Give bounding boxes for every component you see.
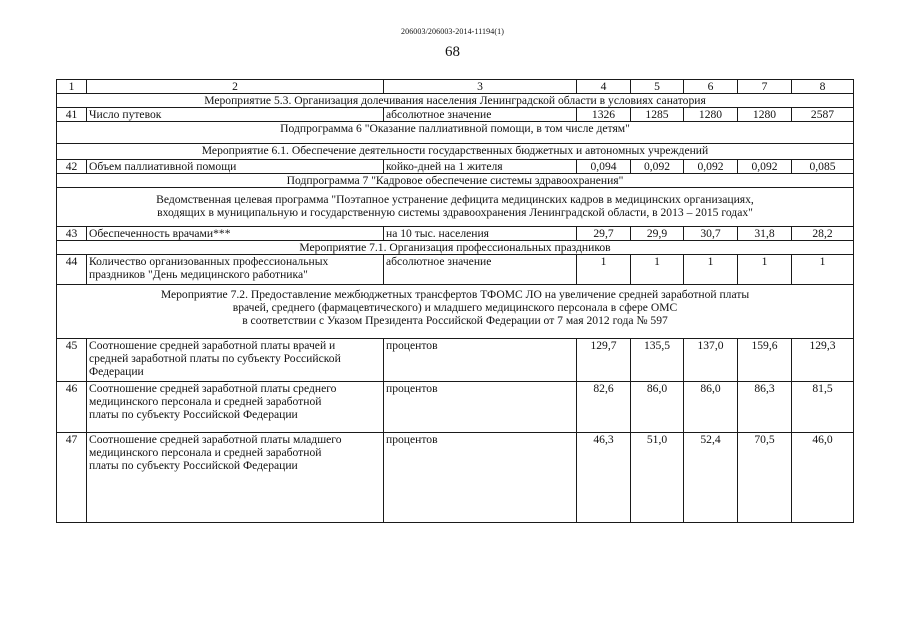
value-cell: 29,9 [631, 227, 684, 241]
col-number-cell: 3 [384, 80, 577, 94]
table-row [57, 382, 854, 433]
indicator-name: Объем паллиативной помощи [87, 160, 384, 174]
value-cell: 86,0 [684, 382, 738, 433]
section-row [57, 94, 854, 108]
value-cell: 86,0 [631, 382, 684, 433]
value-cell: 46,3 [577, 433, 631, 523]
section-heading: Мероприятие 6.1. Обеспечение деятельности государственных бюджетных и автономных учреждений [57, 144, 854, 160]
col-number-cell: 2 [87, 80, 384, 94]
indicator-name-line: Федерации [89, 365, 144, 378]
unit-cell: процентов [384, 339, 577, 382]
value-cell: 129,3 [792, 339, 854, 382]
section-heading-line: врачей, среднего (фармацевтического) и младшего медицинского персонала в сфере ОМС [232, 301, 678, 314]
indicator-name-line: Соотношение средней заработной платы среднего [89, 382, 337, 395]
unit-cell: на 10 тыс. населения [384, 227, 577, 241]
value-cell: 1326 [577, 108, 631, 122]
table-row [57, 227, 854, 241]
section-heading-line: Ведомственная целевая программа "Поэтапное устранение дефицита медицинских кадров в медицинских организациях, [156, 193, 754, 206]
value-cell: 1 [792, 255, 854, 285]
value-cell: 1280 [738, 108, 792, 122]
document-id: 206003/206003-2014-11194(1) [401, 27, 504, 36]
indicator-name-line: Количество организованных профессиональных [89, 255, 329, 268]
value-cell: 31,8 [738, 227, 792, 241]
row-number: 46 [57, 382, 87, 433]
unit-cell: абсолютное значение [384, 255, 577, 285]
indicator-name-line: платы по субъекту Российской Федерации [89, 459, 298, 472]
indicator-name: Обеспеченность врачами*** [87, 227, 384, 241]
section-row [57, 188, 854, 227]
col-number-cell: 5 [631, 80, 684, 94]
value-cell: 0,094 [577, 160, 631, 174]
section-heading-line: входящих в муниципальную и государственную системы здравоохранения Ленинградской области, в 2013 – 2015 годах" [157, 206, 753, 219]
table-row [57, 255, 854, 285]
value-cell: 1 [738, 255, 792, 285]
row-number: 47 [57, 433, 87, 523]
value-cell: 0,092 [631, 160, 684, 174]
section-heading-line: в соответствии с Указом Президента Российской Федерации от 7 мая 2012 года № 597 [242, 314, 668, 327]
value-cell: 82,6 [577, 382, 631, 433]
value-cell: 28,2 [792, 227, 854, 241]
value-cell: 46,0 [792, 433, 854, 523]
section-heading: Подпрограмма 7 "Кадровое обеспечение системы здравоохранения" [57, 174, 854, 188]
value-cell: 51,0 [631, 433, 684, 523]
value-cell: 1 [631, 255, 684, 285]
section-heading [57, 285, 854, 339]
indicator-name-line: праздников "День медицинского работника" [89, 268, 308, 281]
indicator-name-line: медицинского персонала и средней заработной [89, 446, 322, 459]
section-row [57, 285, 854, 339]
value-cell: 135,5 [631, 339, 684, 382]
section-heading-line: Мероприятие 7.2. Предоставление межбюджетных трансфертов ТФОМС ЛО на увеличение средней заработной платы [160, 288, 750, 301]
section-row [57, 122, 854, 144]
col-number-cell: 1 [57, 80, 87, 94]
indicators-table [56, 79, 854, 523]
indicator-name-line: Соотношение средней заработной платы младшего [89, 433, 342, 446]
indicator-name-line: платы по субъекту Российской Федерации [89, 408, 298, 421]
col-number-cell: 7 [738, 80, 792, 94]
row-number: 42 [57, 160, 87, 174]
row-number: 43 [57, 227, 87, 241]
section-row [57, 174, 854, 188]
col-number-cell: 4 [577, 80, 631, 94]
value-cell: 0,092 [684, 160, 738, 174]
value-cell: 1280 [684, 108, 738, 122]
section-row [57, 241, 854, 255]
value-cell: 86,3 [738, 382, 792, 433]
value-cell: 2587 [792, 108, 854, 122]
page-number: 68 [445, 44, 460, 60]
indicator-name: Число путевок [87, 108, 384, 122]
unit-cell: процентов [384, 433, 577, 523]
table-row [57, 108, 854, 122]
value-cell: 29,7 [577, 227, 631, 241]
value-cell: 159,6 [738, 339, 792, 382]
section-heading: Мероприятие 7.1. Организация профессиональных праздников [57, 241, 854, 255]
table-row [57, 339, 854, 382]
section-row [57, 144, 854, 160]
indicator-name [87, 339, 384, 382]
unit-cell: абсолютное значение [384, 108, 577, 122]
indicator-name-line: медицинского персонала и средней заработной [89, 395, 322, 408]
section-heading: Мероприятие 5.3. Организация долечивания населения Ленинградской области в условиях санатория [57, 94, 854, 108]
unit-cell: койко-дней на 1 жителя [384, 160, 577, 174]
col-number-cell: 6 [684, 80, 738, 94]
value-cell: 30,7 [684, 227, 738, 241]
value-cell: 0,085 [792, 160, 854, 174]
value-cell: 52,4 [684, 433, 738, 523]
column-number-row [57, 80, 854, 94]
row-number: 44 [57, 255, 87, 285]
value-cell: 129,7 [577, 339, 631, 382]
value-cell: 81,5 [792, 382, 854, 433]
value-cell: 1 [684, 255, 738, 285]
col-number-cell: 8 [792, 80, 854, 94]
row-number: 45 [57, 339, 87, 382]
table-row [57, 160, 854, 174]
indicator-name-line: Соотношение средней заработной платы врачей и [89, 339, 336, 352]
unit-cell: процентов [384, 382, 577, 433]
indicator-name-line: средней заработной платы по субъекту Российской [89, 352, 341, 365]
table-row [57, 433, 854, 523]
section-heading [57, 188, 854, 227]
value-cell: 0,092 [738, 160, 792, 174]
value-cell: 1285 [631, 108, 684, 122]
row-number: 41 [57, 108, 87, 122]
value-cell: 1 [577, 255, 631, 285]
value-cell: 137,0 [684, 339, 738, 382]
value-cell: 70,5 [738, 433, 792, 523]
indicator-name [87, 255, 384, 285]
indicator-name [87, 382, 384, 433]
section-heading: Подпрограмма 6 "Оказание паллиативной помощи, в том числе детям" [57, 122, 854, 144]
indicator-name [87, 433, 384, 523]
